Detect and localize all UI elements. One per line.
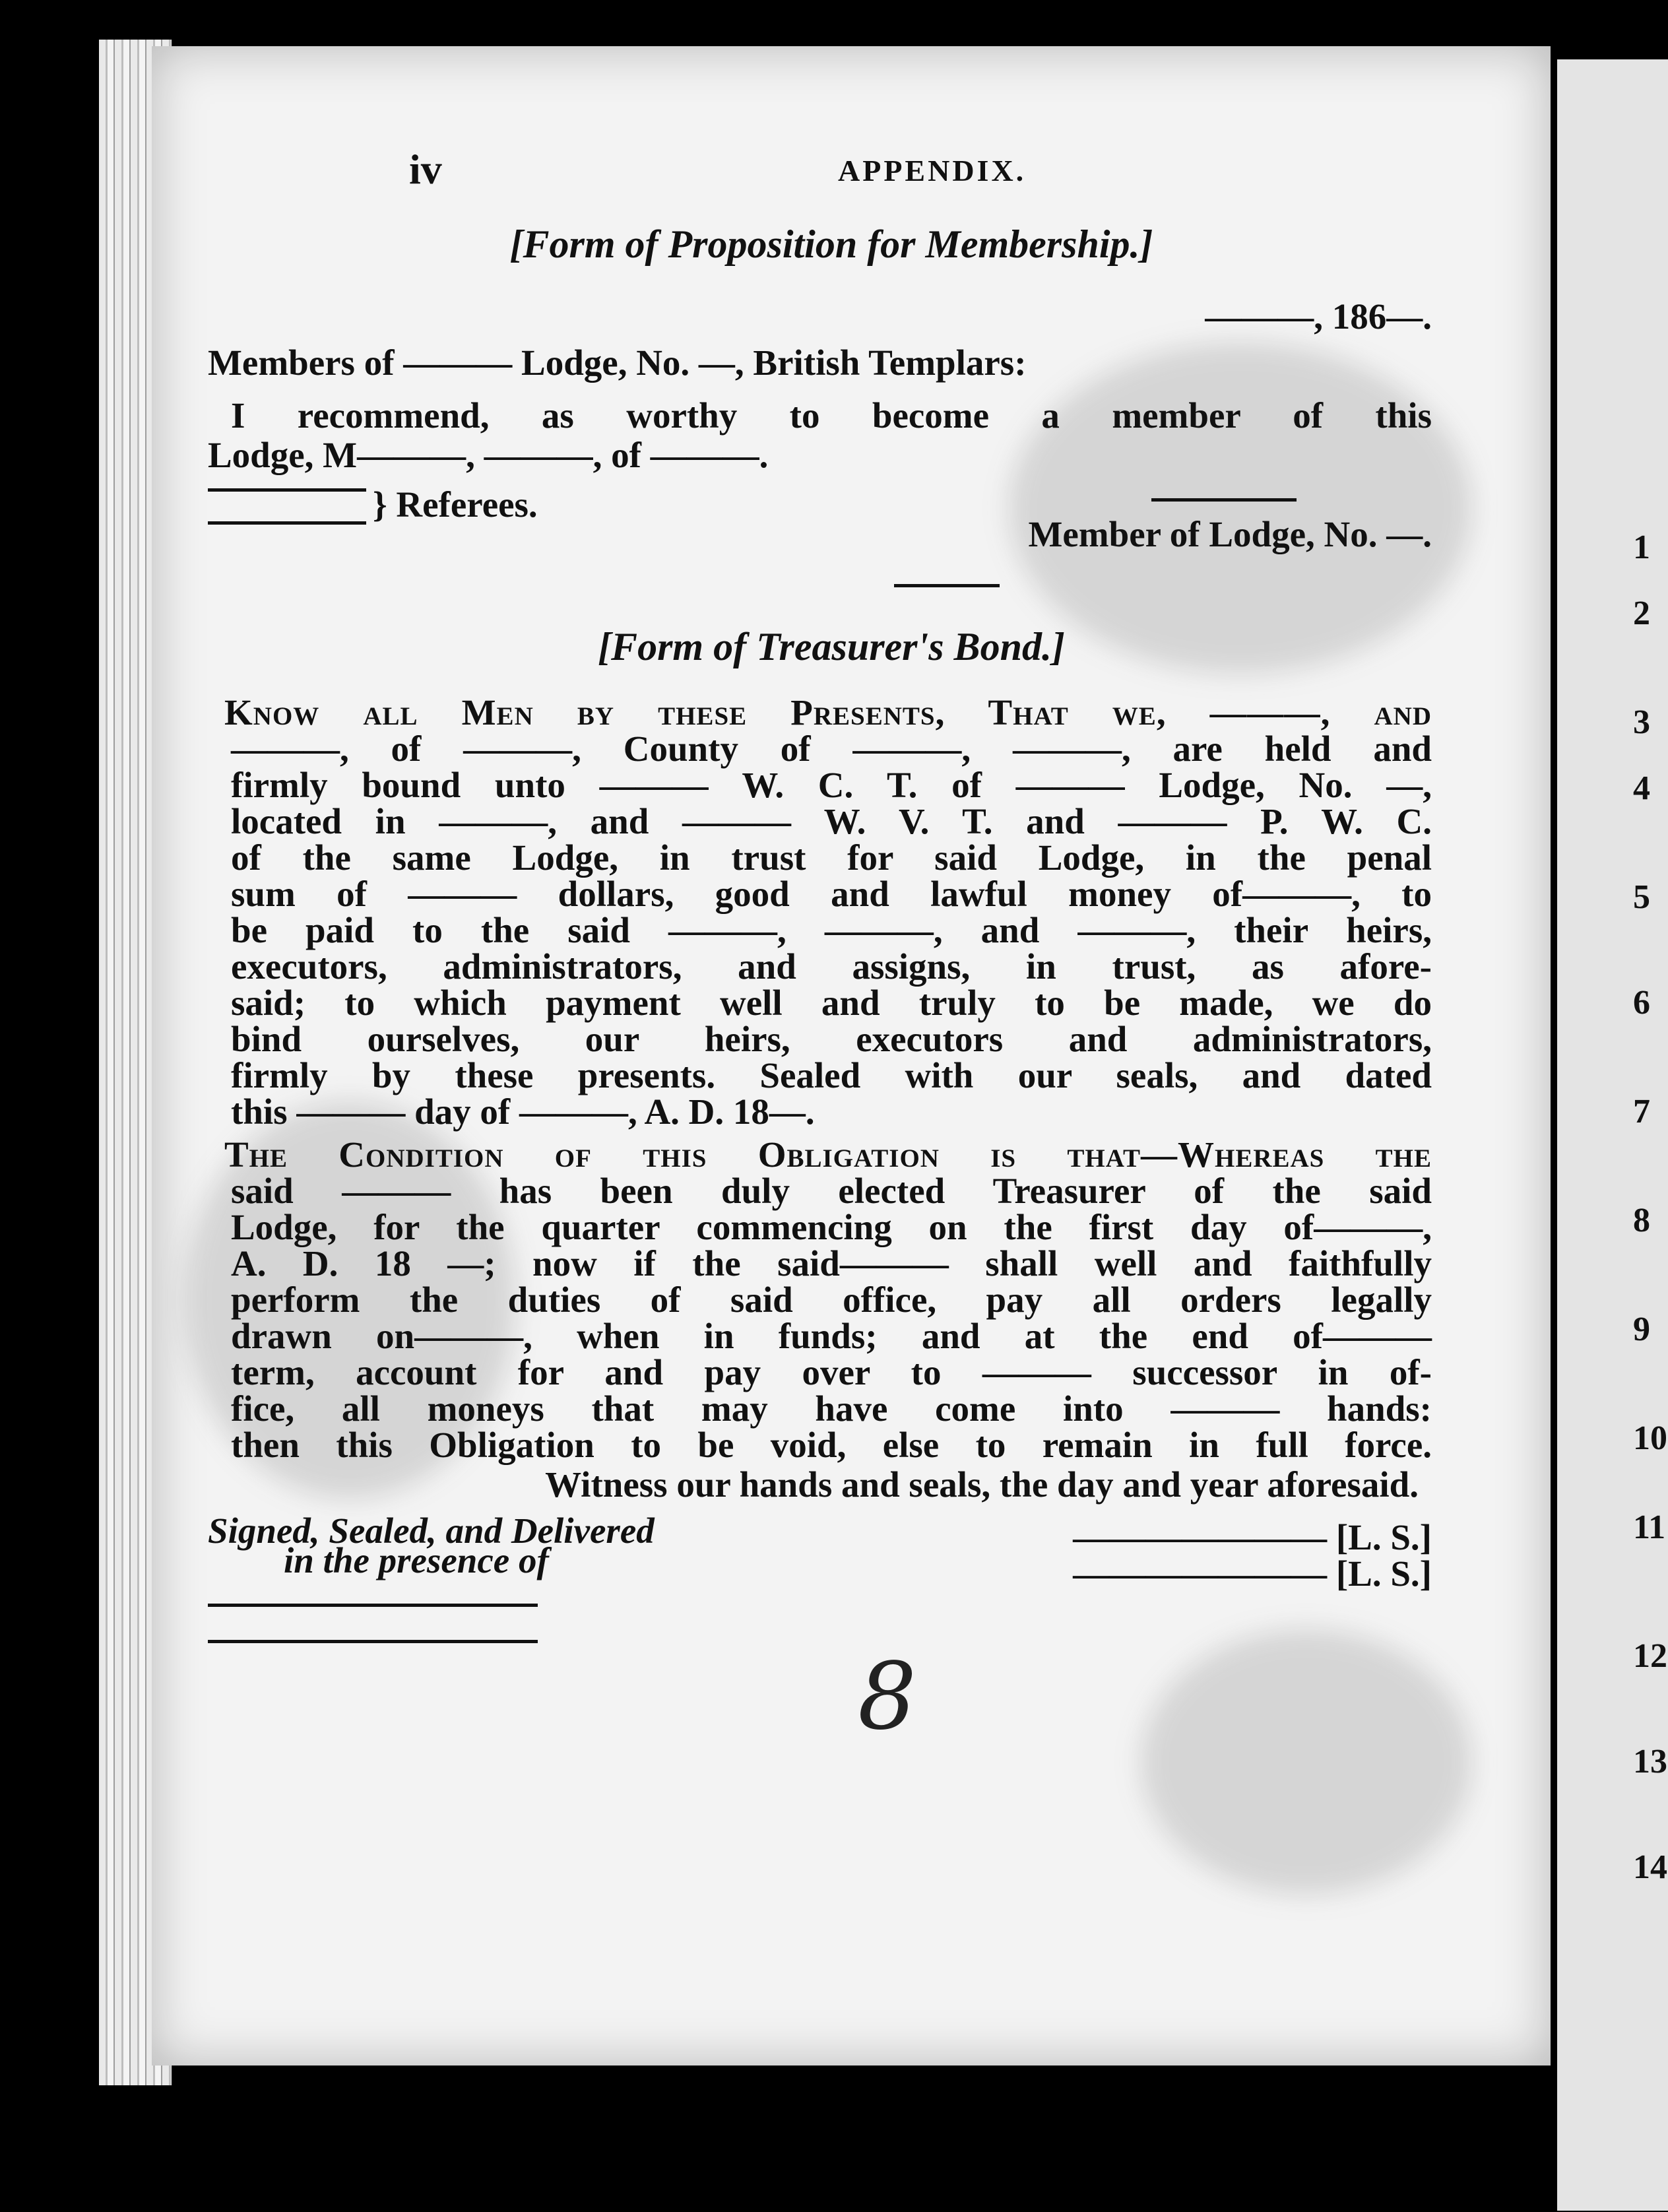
bond-line: drawn on———, when in funds; and at the end of——— — [231, 1316, 1432, 1356]
handwritten-mark: 8 — [858, 1643, 917, 1751]
bond-line: Know all Men by these Presents, That we, ———, and — [224, 692, 1432, 732]
bond-line: fice, all moneys that may have come into ——— hands: — [231, 1388, 1432, 1429]
section-divider — [894, 584, 1000, 587]
address-line: Members of ——— Lodge, No. —, British Templars: — [208, 342, 1027, 383]
bond-line: Lodge, for the quarter commencing on the first day of———, — [231, 1207, 1432, 1247]
margin-number: 1 — [1633, 529, 1650, 566]
bond-line: firmly bound unto ——— W. C. T. of ——— Lodge, No. —, — [231, 765, 1432, 805]
margin-number: 5 — [1633, 878, 1650, 916]
bond-heading: [Form of Treasurer's Bond.] — [598, 625, 1065, 668]
bond-line: said; to which payment well and truly to be made, we do — [231, 983, 1432, 1023]
page-number: iv — [409, 146, 442, 193]
margin-number: 2 — [1633, 595, 1650, 632]
member-line: Member of Lodge, No. —. — [1028, 514, 1432, 554]
witness-rule — [208, 1604, 538, 1607]
witness-rule — [208, 1640, 538, 1643]
bond-line: bind ourselves, our heirs, executors and administrators, — [231, 1019, 1432, 1059]
margin-number: 6 — [1633, 984, 1650, 1022]
bond-line: this ——— day of ———, A. D. 18—. — [231, 1091, 815, 1132]
bond-line: perform the duties of said office, pay all orders legally — [231, 1280, 1432, 1320]
margin-number: 7 — [1633, 1093, 1650, 1130]
margin-number: 8 — [1633, 1202, 1650, 1239]
seal-line: ——————— [L. S.] — [1073, 1553, 1432, 1594]
seal-line: ——————— [L. S.] — [1073, 1517, 1432, 1557]
bond-line: then this Obligation to be void, else to remain in full force. — [231, 1425, 1432, 1465]
bond-line: Witness our hands and seals, the day and year aforesaid. — [545, 1464, 1419, 1505]
bond-line: of the same Lodge, in trust for said Lodge, in the penal — [231, 837, 1432, 878]
bond-line: The Condition of this Obligation is that—Whereas the — [224, 1134, 1432, 1175]
margin-number: 12 — [1633, 1637, 1667, 1675]
margin-number: 11 — [1633, 1509, 1666, 1546]
presence-line: in the presence of — [284, 1540, 549, 1580]
running-head: APPENDIX. — [838, 154, 1027, 187]
bond-line: executors, administrators, and assigns, in trust, as afore- — [231, 946, 1432, 987]
stain — [1010, 343, 1471, 673]
bond-line: be paid to the said ———, ———, and ———, their heirs, — [231, 910, 1432, 950]
recommend-line: I recommend, as worthy to become a member of this — [231, 395, 1432, 436]
margin-number: 10 — [1633, 1419, 1667, 1457]
margin-number: 3 — [1633, 703, 1650, 741]
member-signature-rule — [1151, 498, 1297, 502]
bond-line: firmly by these presents. Sealed with our seals, and dated — [231, 1055, 1432, 1095]
referees-label: } Referees. — [373, 484, 538, 525]
bond-line: ———, of ———, County of ———, ———, are held and — [231, 729, 1432, 769]
margin-number: 13 — [1633, 1743, 1667, 1780]
margin-number: 9 — [1633, 1311, 1650, 1348]
stain — [1141, 1630, 1471, 1894]
signed-line: Signed, Sealed, and Delivered — [208, 1511, 655, 1551]
bond-line: term, account for and pay over to ——— successor in of- — [231, 1352, 1432, 1392]
bond-line: located in ———, and ——— W. V. T. and ——— P. W. C. — [231, 801, 1432, 841]
date-line: ———, 186—. — [1205, 296, 1432, 337]
recommend-line-2: Lodge, M———, ———, of ———. — [208, 435, 769, 475]
bond-line: sum of ——— dollars, good and lawful money of———, to — [231, 874, 1432, 914]
proposition-heading: [Form of Proposition for Membership.] — [509, 222, 1153, 266]
bond-line: said ——— has been duly elected Treasurer of the said — [231, 1171, 1432, 1211]
margin-number: 4 — [1633, 769, 1650, 807]
bond-line: A. D. 18 —; now if the said——— shall well and faithfully — [231, 1243, 1432, 1284]
referee-rule — [208, 488, 366, 492]
facing-page-edge — [1557, 59, 1668, 2211]
margin-number: 14 — [1633, 1848, 1667, 1886]
